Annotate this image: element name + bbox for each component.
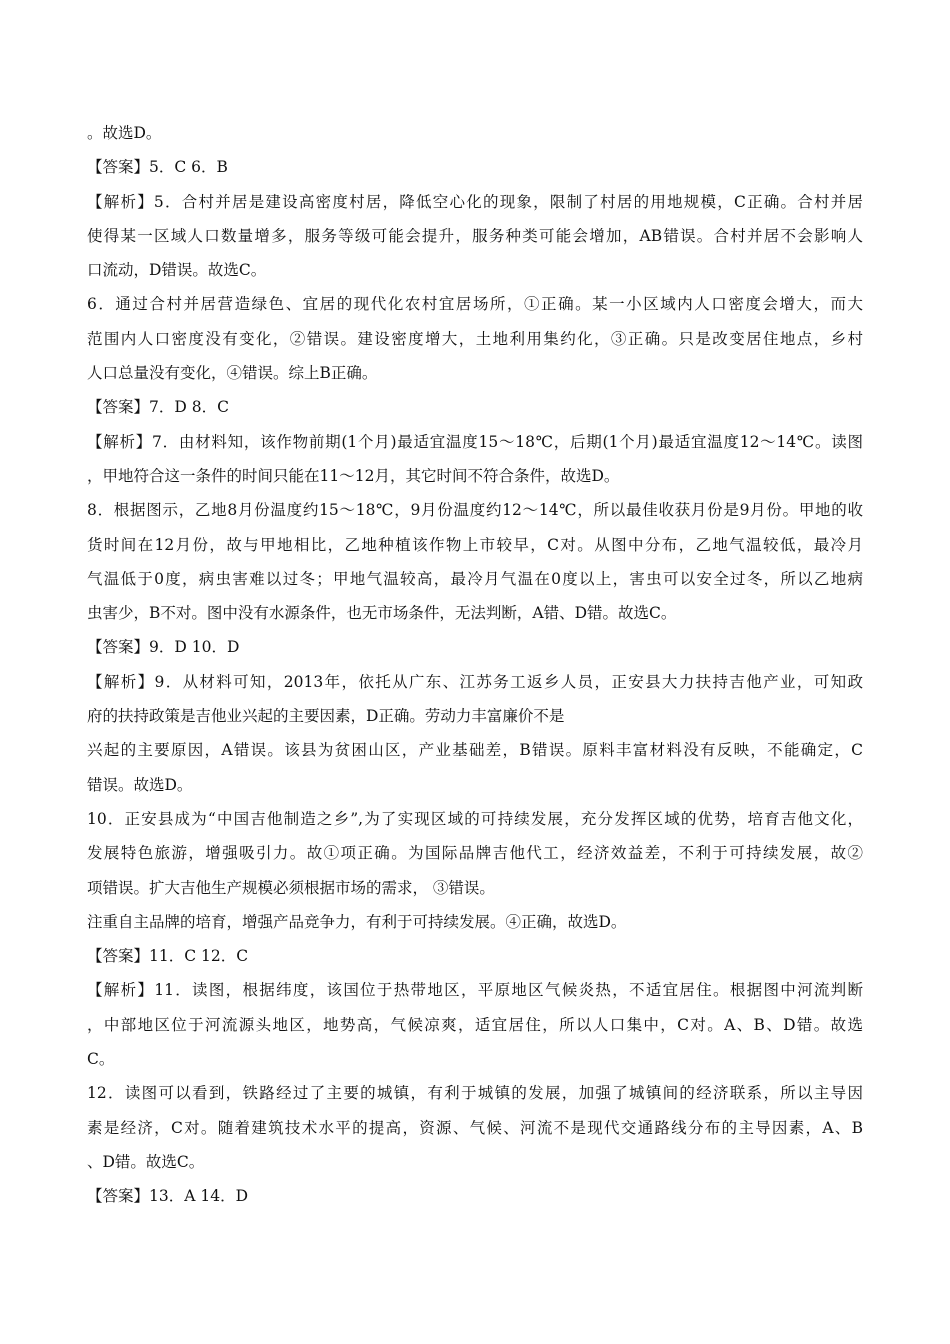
text-line: 使得某一区域人口数量增多，服务等级可能会提升，服务种类可能会增加，AB错误。合村并居不会影响人 bbox=[87, 226, 863, 245]
text-line: 【答案】5．C 6．B bbox=[87, 158, 228, 177]
text-line: 【答案】13．A 14．D bbox=[87, 1187, 248, 1206]
text-line: 【答案】11．C 12．C bbox=[87, 947, 249, 966]
text-line: 【答案】7．D 8．C bbox=[87, 398, 229, 417]
text-line: 。故选D。 bbox=[87, 124, 162, 142]
text-line: 发展特色旅游，增强吸引力。故①项正确。为国际品牌吉他代工，经济效益差，不利于可持续发展，故② bbox=[87, 844, 863, 863]
text-line: 兴起的主要原因，A错误。该县为贫困山区，产业基础差，B错误。原料丰富材料没有反映，不能确定，C bbox=[87, 741, 863, 760]
text-line: 6．通过合村并居营造绿色、宜居的现代化农村宜居场所，①正确。某一小区域内人口密度会增大，而大 bbox=[87, 295, 863, 314]
text-line: 范围内人口密度没有变化，②错误。建设密度增大，土地利用集约化，③正确。只是改变居住地点，乡村 bbox=[87, 329, 863, 348]
text-line: 12．读图可以看到，铁路经过了主要的城镇，有利于城镇的发展，加强了城镇间的经济联系，所以主导因 bbox=[87, 1084, 863, 1103]
text-line: 、D错。故选C。 bbox=[87, 1152, 205, 1171]
text-line: 虫害少，B不对。图中没有水源条件，也无市场条件，无法判断，A错、D错。故选C。 bbox=[87, 604, 677, 623]
text-line: 【答案】9．D 10．D bbox=[87, 638, 240, 657]
text-line: ，中部地区位于河流源头地区，地势高，气候凉爽，适宜居住，所以人口集中，C对。A、B、D错。故选 bbox=[87, 1015, 863, 1034]
text-line: 【解析】7．由材料知，该作物前期(1个月)最适宜温度15～18℃，后期(1个月)最适宜温度12～14℃。读图 bbox=[87, 432, 863, 451]
text-line: ，甲地符合这一条件的时间只能在11～12月，其它时间不符合条件，故选D。 bbox=[87, 466, 620, 485]
text-line: 人口总量没有变化，④错误。综上B正确。 bbox=[87, 364, 378, 383]
text-line: 府的扶持政策是吉他业兴起的主要因素，D正确。劳动力丰富廉价不是 bbox=[87, 707, 565, 726]
text-line: 10．正安县成为“中国吉他制造之乡”,为了实现区域的可持续发展，充分发挥区域的优势，培育吉他文化， bbox=[87, 809, 863, 828]
text-line: 货时间在12月份，故与甲地相比，乙地种植该作物上市较早，C对。从图中分布，乙地气温较低，最冷月 bbox=[87, 535, 863, 554]
text-line: 口流动，D错误。故选C。 bbox=[87, 261, 267, 280]
text-line: C。 bbox=[87, 1050, 115, 1069]
text-line: 【解析】5．合村并居是建设高密度村居，降低空心化的现象，限制了村居的用地规模，C正确。合村并居 bbox=[87, 192, 863, 211]
text-line: 素是经济，C对。随着建筑技术水平的提高，资源、气候、河流不是现代交通路线分布的主导因素，A、B bbox=[87, 1118, 863, 1137]
text-line: 注重自主品牌的培育，增强产品竞争力，有利于可持续发展。④正确，故选D。 bbox=[87, 912, 627, 931]
text-line: 项错误。扩大吉他生产规模必须根据市场的需求， ③错误。 bbox=[87, 878, 495, 897]
text-line: 错误。故选D。 bbox=[87, 775, 193, 794]
document-body bbox=[87, 116, 863, 1214]
text-line: 【解析】11．读图，根据纬度，该国位于热带地区，平原地区气候炎热，不适宜居住。根据图中河流判断 bbox=[87, 981, 863, 1000]
text-line: 8．根据图示，乙地8月份温度约15～18℃，9月份温度约12～14℃，所以最佳收获月份是9月份。甲地的收 bbox=[87, 501, 863, 520]
text-line: 气温低于0度，病虫害难以过冬；甲地气温较高，最冷月气温在0度以上，害虫可以安全过冬，所以乙地病 bbox=[87, 569, 863, 588]
text-line: 【解析】9．从材料可知，2013年，依托从广东、江苏务工返乡人员，正安县大力扶持吉他产业，可知政 bbox=[87, 672, 863, 691]
